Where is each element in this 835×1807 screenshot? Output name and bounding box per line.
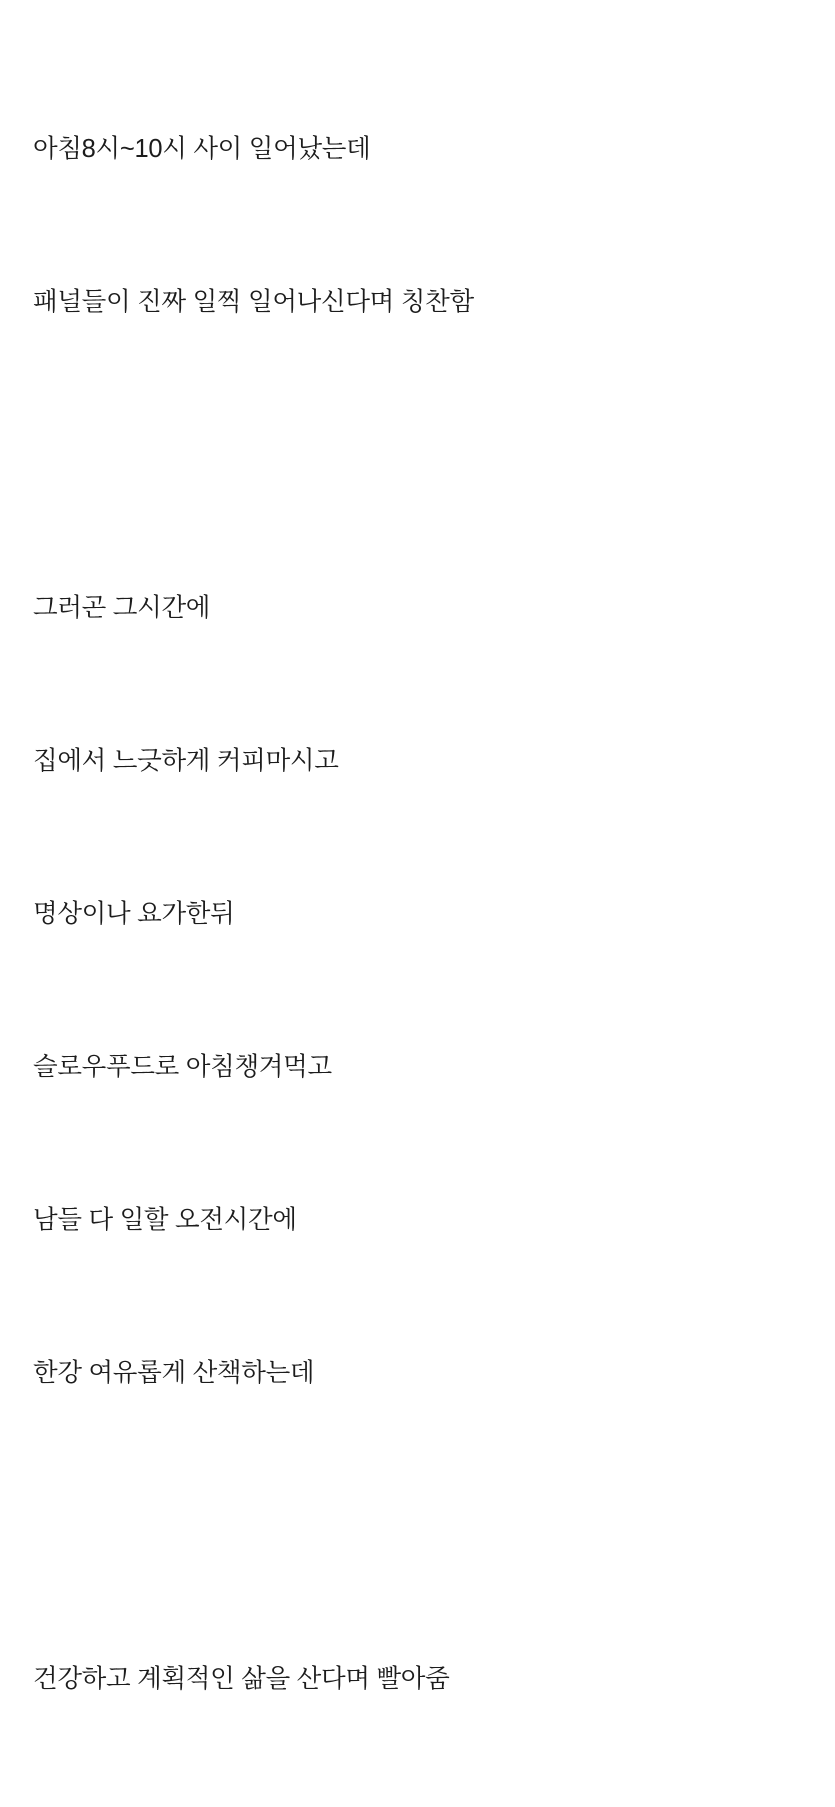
text-line-3-blank (33, 430, 805, 481)
text-line-1: 아침8시~10시 사이 일어났는데 (33, 135, 371, 163)
text-line-2: 패널들이 진짜 일찍 일어나신다며 칭찬함 (33, 288, 474, 316)
text-line-5: 집에서 느긋하게 커피마시고 (33, 747, 339, 775)
text-line-8: 남들 다 일할 오전시간에 (33, 1206, 297, 1234)
text-line-10-blank (33, 1501, 805, 1552)
text-line-9: 한강 여유롭게 산책하는데 (33, 1359, 315, 1387)
text-line-4: 그러곤 그시간에 (33, 594, 211, 622)
text-line-7: 슬로우푸드로 아침챙겨먹고 (33, 1053, 332, 1081)
document-text-block (33, 22, 805, 1807)
text-line-6: 명상이나 요가한뒤 (33, 900, 235, 928)
text-line-11: 건강하고 계획적인 삶을 산다며 빨아줌 (33, 1665, 450, 1693)
